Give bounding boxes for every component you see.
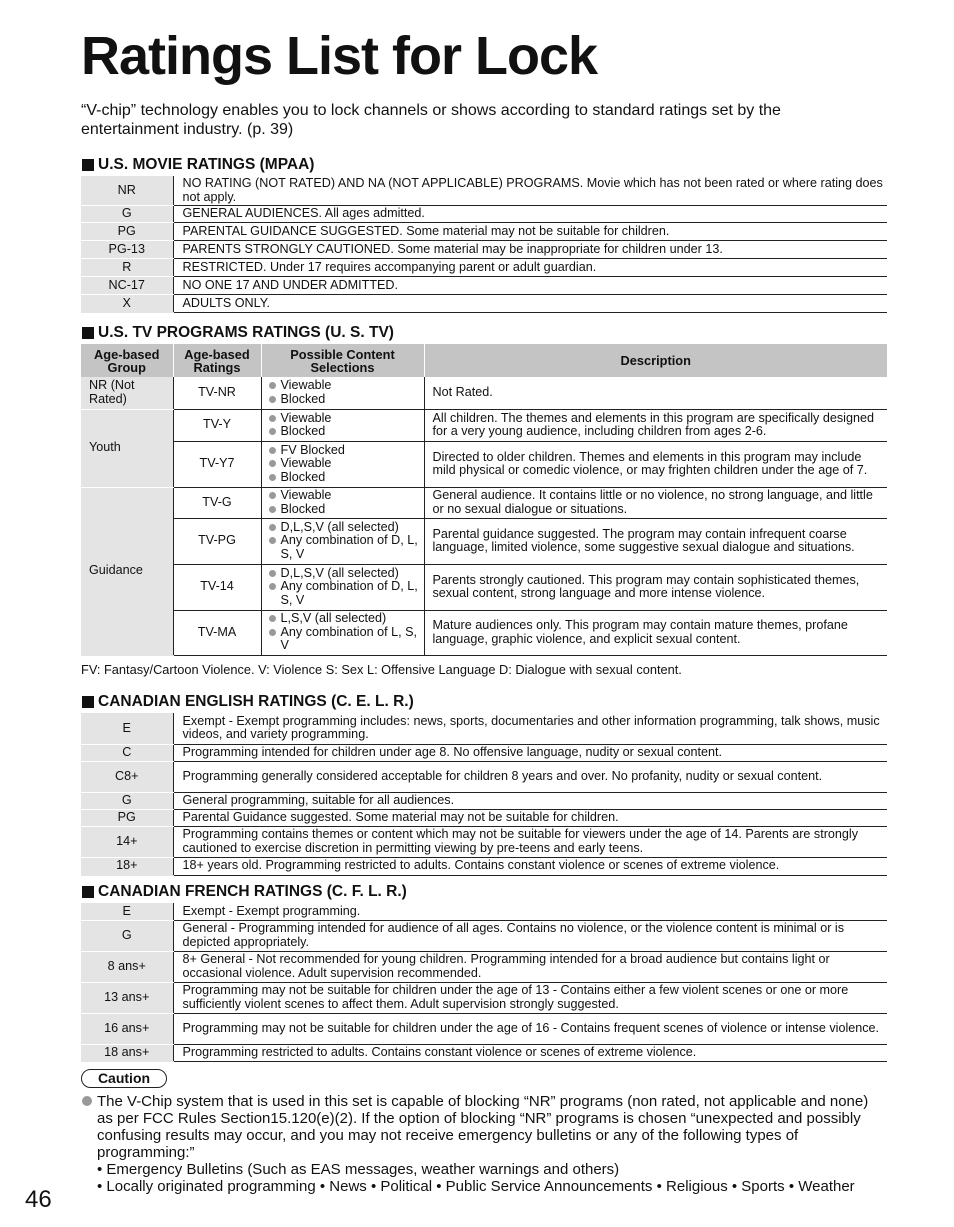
rating-code: G bbox=[81, 920, 173, 951]
table-row bbox=[81, 982, 887, 1013]
rating-code: E bbox=[81, 903, 173, 920]
table-row bbox=[81, 792, 887, 809]
rating-description: Programming contains themes or content which may not be suitable for viewers under the age of 14. Parents are strongly cautioned to exercise discretion in permitting viewing by pre-teens and early teens. bbox=[173, 826, 887, 857]
rating-code: NC-17 bbox=[81, 277, 173, 295]
rating-description: Programming may not be suitable for children under the age of 16 - Contains frequent scenes of violence or intense violence. bbox=[173, 1013, 887, 1044]
rating-description: Directed to older children. Themes and elements in this program may include mild physical or comedic violence, or may frighten children under the age of 7. bbox=[424, 441, 887, 487]
rating-code: E bbox=[81, 713, 173, 744]
rating-description: General programming, suitable for all audiences. bbox=[173, 792, 887, 809]
selection-text: L,S,V (all selected) bbox=[280, 611, 387, 626]
selection-text: Any combination of L, S, V bbox=[280, 624, 418, 653]
selection-item bbox=[269, 626, 424, 653]
mpaa-table bbox=[81, 176, 887, 313]
ustv-table bbox=[81, 344, 887, 656]
rating-description: GENERAL AUDIENCES. All ages admitted. bbox=[173, 206, 887, 223]
rating-description: Exempt - Exempt programming. bbox=[173, 903, 887, 920]
ustv-heading-text: U.S. TV PROGRAMS RATINGS (U. S. TV) bbox=[98, 324, 394, 341]
table-row bbox=[81, 241, 887, 259]
table-row bbox=[81, 713, 887, 744]
rating-description: Parental guidance suggested. The program may contain infrequent coarse language, limited violence, some suggestive sexual dialogue and situations. bbox=[424, 518, 887, 564]
bullet-icon bbox=[269, 629, 276, 636]
table-row bbox=[81, 761, 887, 792]
bullet-icon bbox=[269, 382, 276, 389]
rating-code: NR bbox=[81, 176, 173, 206]
bullet-icon bbox=[269, 506, 276, 513]
age-rating: TV-NR bbox=[173, 377, 261, 409]
table-row bbox=[81, 377, 887, 409]
ustv-heading bbox=[82, 324, 394, 342]
rating-description: Mature audiences only. This program may contain mature themes, profane language, graphic violence, and explicit sexual content. bbox=[424, 610, 887, 655]
bullet-icon bbox=[269, 537, 276, 544]
age-rating: TV-MA bbox=[173, 610, 261, 655]
age-group: Youth bbox=[81, 409, 173, 487]
page-title: Ratings List for Lock bbox=[81, 26, 598, 86]
selection-text: Viewable bbox=[280, 488, 332, 502]
selection-item bbox=[269, 580, 424, 607]
bullet-icon bbox=[269, 428, 276, 435]
selection-text: Viewable bbox=[280, 456, 332, 471]
rating-description: Exempt - Exempt programming includes: news, sports, documentaries and other information programming, talk shows, music videos, and variety programming. bbox=[173, 713, 887, 744]
selection-item bbox=[269, 471, 424, 485]
rating-code: 16 ans+ bbox=[81, 1013, 173, 1044]
bullet-icon bbox=[269, 415, 276, 422]
rating-description: All children. The themes and elements in this program are specifically designed for a very young audience, including children from ages 2-6. bbox=[424, 409, 887, 441]
selection-text: Viewable bbox=[280, 410, 332, 425]
table-row bbox=[81, 1013, 887, 1044]
table-row bbox=[81, 951, 887, 982]
rating-description: Programming may not be suitable for children under the age of 13 - Contains either a few violent scenes or one or more sufficiently violent scenes to affect them. Adult supervision strongly suggested. bbox=[173, 982, 887, 1013]
table-row bbox=[81, 223, 887, 241]
rating-description: Programming intended for children under age 8. No offensive language, nudity or sexual content. bbox=[173, 744, 887, 761]
rating-description: Programming restricted to adults. Contains constant violence or scenes of extreme violence. bbox=[173, 1044, 887, 1061]
col-header-group: Age-based Group bbox=[81, 344, 173, 377]
rating-code: 14+ bbox=[81, 826, 173, 857]
content-selections bbox=[261, 518, 424, 564]
selection-text: Blocked bbox=[280, 469, 326, 484]
rating-description: General audience. It contains little or no violence, no strong language, and little or no sexual dialogue or situations. bbox=[424, 487, 887, 518]
cflr-heading bbox=[82, 883, 407, 901]
selection-item bbox=[269, 612, 424, 626]
rating-description: NO ONE 17 AND UNDER ADMITTED. bbox=[173, 277, 887, 295]
col-header-description: Description bbox=[424, 344, 887, 377]
celr-table bbox=[81, 713, 887, 876]
rating-description: Programming generally considered acceptable for children 8 years and over. No profanity, nudity or sexual content. bbox=[173, 761, 887, 792]
rating-description: Not Rated. bbox=[424, 377, 887, 409]
celr-heading-text: CANADIAN ENGLISH RATINGS (C. E. L. R.) bbox=[98, 693, 414, 710]
bullet-icon bbox=[269, 447, 276, 454]
bullet-icon bbox=[269, 460, 276, 467]
table-row bbox=[81, 857, 887, 875]
page-number: 46 bbox=[25, 1186, 52, 1213]
bullet-icon bbox=[82, 1096, 92, 1106]
rating-description: PARENTAL GUIDANCE SUGGESTED. Some material may not be suitable for children. bbox=[173, 223, 887, 241]
selection-item bbox=[269, 412, 424, 426]
col-header-selections: Possible Content Selections bbox=[261, 344, 424, 377]
caution-badge: Caution bbox=[81, 1069, 167, 1088]
age-rating: TV-G bbox=[173, 487, 261, 518]
selection-text: D,L,S,V (all selected) bbox=[280, 519, 399, 534]
rating-description: Parents strongly cautioned. This program may contain sophisticated themes, sexual content, strong language and more intense violence. bbox=[424, 564, 887, 610]
table-row bbox=[81, 441, 887, 487]
rating-description: NO RATING (NOT RATED) AND NA (NOT APPLICABLE) PROGRAMS. Movie which has not been rated or where rating does not apply. bbox=[173, 176, 887, 206]
age-rating: TV-Y bbox=[173, 409, 261, 441]
selection-text: Blocked bbox=[280, 391, 326, 406]
bullet-icon bbox=[269, 396, 276, 403]
square-bullet-icon bbox=[82, 159, 94, 171]
cflr-heading-text: CANADIAN FRENCH RATINGS (C. F. L. R.) bbox=[98, 883, 407, 900]
table-row bbox=[81, 610, 887, 655]
selection-item bbox=[269, 425, 424, 439]
rating-code: G bbox=[81, 206, 173, 223]
selection-item bbox=[269, 393, 424, 407]
selection-item bbox=[269, 521, 424, 535]
bullet-icon bbox=[269, 524, 276, 531]
square-bullet-icon bbox=[82, 886, 94, 898]
selection-text: Viewable bbox=[280, 378, 332, 393]
rating-code: PG bbox=[81, 223, 173, 241]
selection-item bbox=[269, 489, 424, 503]
selection-text: Any combination of D, L, S, V bbox=[280, 579, 418, 607]
rating-code: 18+ bbox=[81, 857, 173, 875]
table-row bbox=[81, 564, 887, 610]
age-rating: TV-14 bbox=[173, 564, 261, 610]
rating-code: 8 ans+ bbox=[81, 951, 173, 982]
rating-code: PG bbox=[81, 809, 173, 826]
celr-heading bbox=[82, 693, 414, 711]
selection-item bbox=[269, 567, 424, 581]
bullet-icon bbox=[269, 615, 276, 622]
content-selections bbox=[261, 564, 424, 610]
table-row bbox=[81, 259, 887, 277]
col-header-ratings: Age-based Ratings bbox=[173, 344, 261, 377]
mpaa-heading-text: U.S. MOVIE RATINGS (MPAA) bbox=[98, 156, 315, 173]
selection-text: Blocked bbox=[280, 424, 326, 438]
rating-description: PARENTS STRONGLY CAUTIONED. Some material may be inappropriate for children under 13. bbox=[173, 241, 887, 259]
table-row bbox=[81, 487, 887, 518]
table-row bbox=[81, 409, 887, 441]
rating-description: 18+ years old. Programming restricted to adults. Contains constant violence or scenes of extreme violence. bbox=[173, 857, 887, 875]
caution-line-2: • Locally originated programming • News • Political • Public Service Announcements • Religious • Sports • Weather bbox=[97, 1178, 855, 1195]
rating-code: R bbox=[81, 259, 173, 277]
table-row bbox=[81, 826, 887, 857]
selection-item bbox=[269, 503, 424, 517]
content-selections bbox=[261, 377, 424, 409]
selection-item bbox=[269, 534, 424, 561]
table-row bbox=[81, 744, 887, 761]
bullet-icon bbox=[269, 583, 276, 590]
selection-text: D,L,S,V (all selected) bbox=[280, 565, 399, 580]
mpaa-heading bbox=[82, 156, 314, 174]
table-row bbox=[81, 277, 887, 295]
table-row bbox=[81, 1044, 887, 1061]
square-bullet-icon bbox=[82, 696, 94, 708]
rating-code: 13 ans+ bbox=[81, 982, 173, 1013]
rating-code: C bbox=[81, 744, 173, 761]
content-selections bbox=[261, 441, 424, 487]
caution-text: The V-Chip system that is used in this set is capable of blocking “NR” programs (non rated, not applicable and none) as per FCC Rules Section15.120(e)(2). If the option of blocking “NR” programs is chosen “unexpected and possibly confusing results may occur, and you may not receive emergency bulletins or any of the following types of programming:” bbox=[97, 1093, 869, 1161]
bullet-icon bbox=[269, 570, 276, 577]
rating-description: RESTRICTED. Under 17 requires accompanying parent or adult guardian. bbox=[173, 259, 887, 277]
age-group: NR (Not Rated) bbox=[81, 377, 173, 409]
rating-description: 8+ General - Not recommended for young children. Programming intended for a broad audience but contains light or occasional violence. Adult supervision recommended. bbox=[173, 951, 887, 982]
selection-item bbox=[269, 379, 424, 393]
rating-code: PG-13 bbox=[81, 241, 173, 259]
selection-item bbox=[269, 444, 424, 458]
rating-code: 18 ans+ bbox=[81, 1044, 173, 1061]
table-row bbox=[81, 206, 887, 223]
caution-section bbox=[81, 1093, 887, 1195]
rating-code: G bbox=[81, 792, 173, 809]
square-bullet-icon bbox=[82, 327, 94, 339]
content-selections bbox=[261, 487, 424, 518]
table-row bbox=[81, 295, 887, 313]
selection-item bbox=[269, 457, 424, 471]
content-selections bbox=[261, 409, 424, 441]
content-selections bbox=[261, 610, 424, 655]
age-group: Guidance bbox=[81, 487, 173, 655]
bullet-icon bbox=[269, 474, 276, 481]
table-row bbox=[81, 176, 887, 206]
age-rating: TV-PG bbox=[173, 518, 261, 564]
age-rating: TV-Y7 bbox=[173, 441, 261, 487]
ustv-footnote: FV: Fantasy/Cartoon Violence. V: Violence S: Sex L: Offensive Language D: Dialogue with sexual content. bbox=[81, 662, 682, 677]
rating-description: Parental Guidance suggested. Some material may not be suitable for children. bbox=[173, 809, 887, 826]
selection-text: Any combination of D, L, S, V bbox=[280, 533, 418, 561]
selection-text: FV Blocked bbox=[280, 442, 345, 457]
caution-line-1: • Emergency Bulletins (Such as EAS messages, weather warnings and others) bbox=[97, 1161, 620, 1178]
rating-code: X bbox=[81, 295, 173, 313]
bullet-icon bbox=[269, 492, 276, 499]
table-row bbox=[81, 518, 887, 564]
rating-description: ADULTS ONLY. bbox=[173, 295, 887, 313]
selection-text: Blocked bbox=[280, 501, 326, 516]
table-row bbox=[81, 903, 887, 920]
intro-text: “V-chip” technology enables you to lock channels or shows according to standard ratings set by the entertainment industry. (p. 39) bbox=[81, 102, 781, 138]
table-row bbox=[81, 920, 887, 951]
table-row bbox=[81, 809, 887, 826]
rating-description: General - Programming intended for audience of all ages. Contains no violence, or the violence content is minimal or is depicted appropriately. bbox=[173, 920, 887, 951]
cflr-table bbox=[81, 903, 887, 1062]
rating-code: C8+ bbox=[81, 761, 173, 792]
